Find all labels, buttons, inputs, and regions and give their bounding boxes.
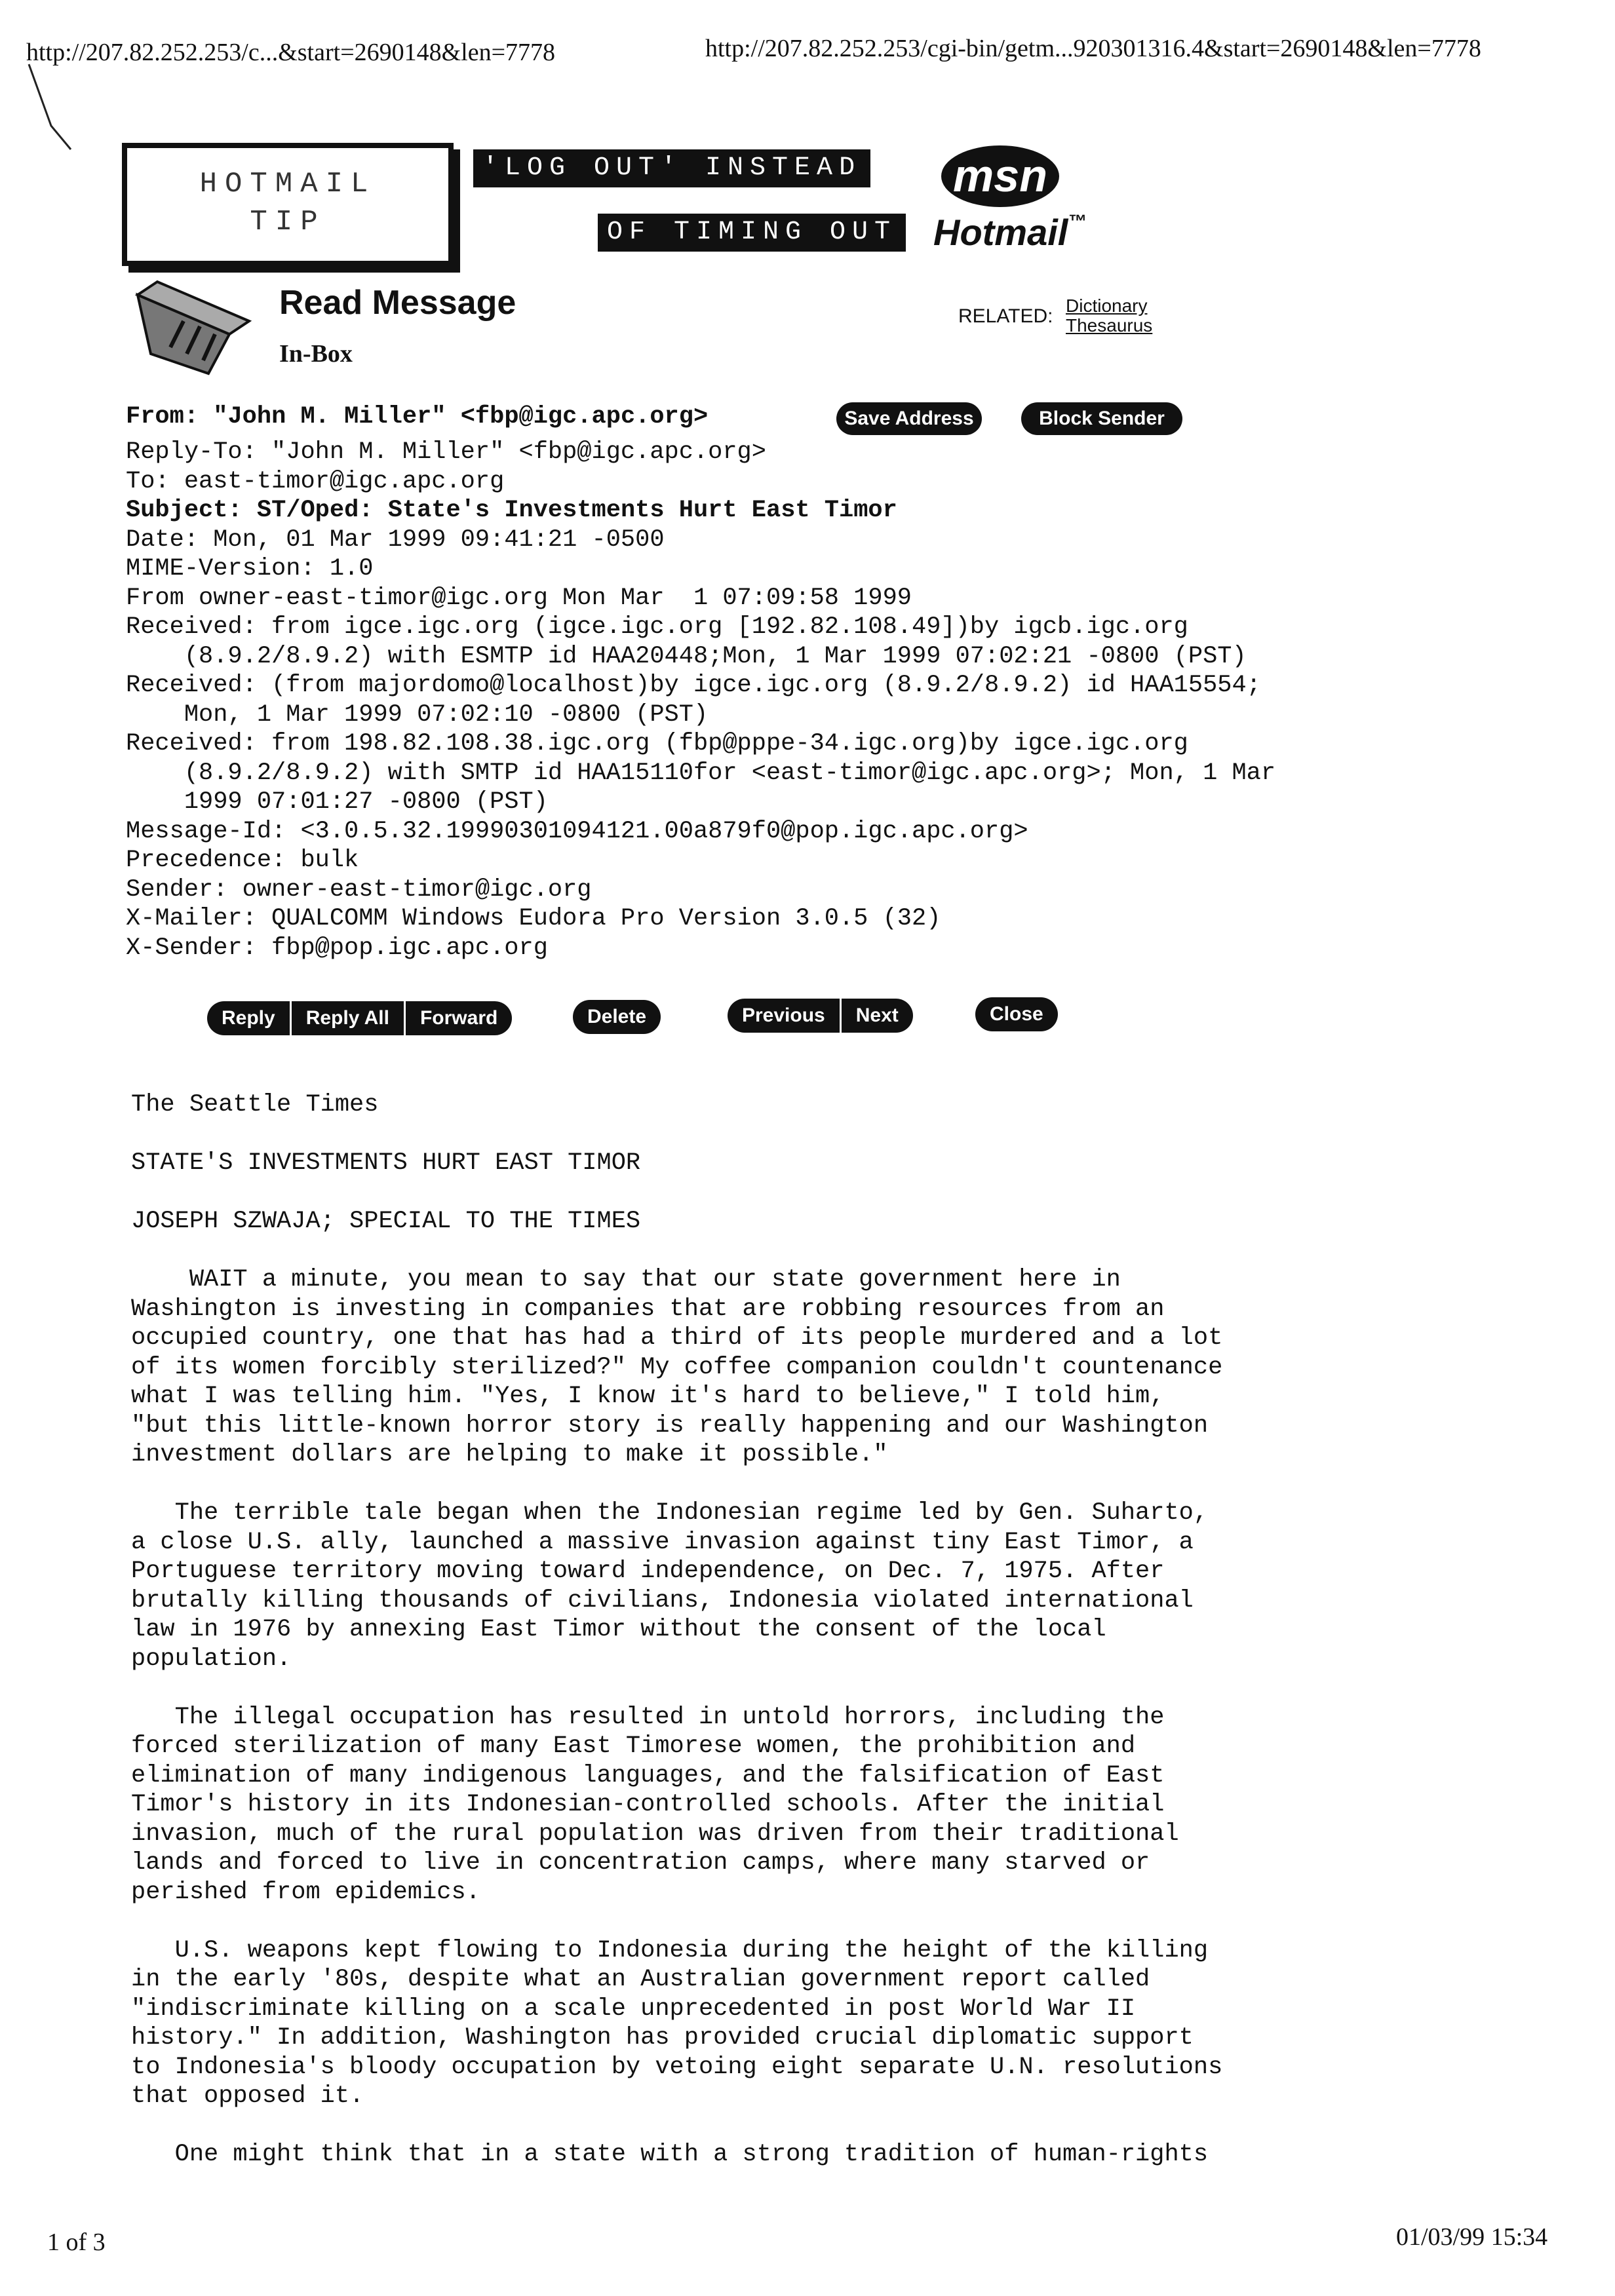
hotmail-brand-name: Hotmail bbox=[933, 212, 1068, 253]
body-line: history." In addition, Washington has provided crucial diplomatic support bbox=[131, 2024, 1194, 2052]
hotmail-tip-box[interactable] bbox=[122, 143, 454, 266]
reply-all-button[interactable]: Reply All bbox=[292, 1001, 406, 1035]
body-line bbox=[131, 1470, 1222, 1499]
body-line bbox=[131, 1236, 1222, 1266]
tip-line-1: HOTMAIL bbox=[199, 168, 376, 201]
block-sender-button[interactable]: Block Sender bbox=[1021, 402, 1182, 435]
subject-line bbox=[126, 496, 1275, 526]
subject-label: Subject: bbox=[126, 497, 243, 524]
thesaurus-link[interactable]: Thesaurus bbox=[1066, 315, 1153, 335]
dictionary-link[interactable]: Dictionary bbox=[1066, 296, 1148, 316]
header-line: X-Mailer: QUALCOMM Windows Eudora Pro Version 3.0.5 (32) bbox=[126, 905, 941, 932]
header-line: MIME-Version: 1.0 bbox=[126, 555, 374, 583]
body-line: law in 1976 by annexing East Timor without the consent of the local bbox=[131, 1616, 1106, 1643]
body-line: The Seattle Times bbox=[131, 1091, 379, 1119]
from-label: From: bbox=[126, 403, 199, 430]
reply-button[interactable]: Reply bbox=[207, 1001, 292, 1035]
header-line: Received: from 198.82.108.38.igc.org (fbp@pppe-34.igc.org)by igce.igc.org bbox=[126, 730, 1188, 757]
mailbox-icon bbox=[131, 275, 256, 380]
body-line: brutally killing thousands of civilians, Indonesia violated international bbox=[131, 1586, 1194, 1615]
body-line: that opposed it. bbox=[131, 2082, 364, 2110]
body-line: to Indonesia's bloody occupation by vetoing eight separate U.N. resolutions bbox=[131, 2053, 1223, 2081]
body-line bbox=[131, 1907, 1222, 1936]
header-line: Date: Mon, 01 Mar 1999 09:41:21 -0500 bbox=[126, 526, 665, 554]
body-line: U.S. weapons kept flowing to Indonesia during the height of the killing bbox=[131, 1936, 1209, 1964]
body-line: invasion, much of the rural population was driven from their traditional bbox=[131, 1820, 1179, 1848]
page-number: 1 of 3 bbox=[47, 2229, 106, 2256]
body-line: One might think that in a state with a strong tradition of human-rights bbox=[131, 2141, 1209, 2168]
logout-tip-line1[interactable]: 'LOG OUT' INSTEAD bbox=[473, 149, 870, 187]
body-line: Timor's history in its Indonesian-controlled schools. After the initial bbox=[131, 1791, 1165, 1818]
header-line: Received: (from majordomo@localhost)by igce.igc.org (8.9.2/8.9.2) id HAA15554; bbox=[126, 672, 1261, 699]
delete-button-group bbox=[573, 1000, 661, 1034]
to-line: To: east-timor@igc.apc.org bbox=[126, 467, 505, 495]
header-line: 1999 07:01:27 -0800 (PST) bbox=[126, 788, 548, 816]
body-line: in the early '80s, despite what an Australian government report called bbox=[131, 1966, 1150, 1993]
body-line bbox=[131, 2111, 1222, 2141]
header-line: Sender: owner-east-timor@igc.org bbox=[126, 875, 592, 904]
header-line: Mon, 1 Mar 1999 07:02:10 -0800 (PST) bbox=[126, 700, 709, 729]
subject-value: ST/Oped: State's Investments Hurt East Timor bbox=[256, 497, 897, 524]
navigation-button-group bbox=[728, 999, 913, 1033]
reply-button-group bbox=[207, 1001, 512, 1035]
header-line: Message-Id: <3.0.5.32.19990301094121.00a879f0@pop.igc.apc.org> bbox=[126, 817, 1028, 845]
close-button[interactable]: Close bbox=[990, 1003, 1043, 1025]
delete-button[interactable]: Delete bbox=[587, 1006, 647, 1027]
from-line bbox=[126, 402, 708, 432]
body-line: Portuguese territory moving toward independence, on Dec. 7, 1975. After bbox=[131, 1558, 1165, 1585]
next-button[interactable]: Next bbox=[855, 1004, 899, 1026]
body-line: of its women forcibly sterilized?" My coffee companion couldn't countenance bbox=[131, 1353, 1223, 1381]
body-line: WAIT a minute, you mean to say that our state government here in bbox=[131, 1266, 1121, 1293]
body-line bbox=[131, 1120, 1222, 1149]
hotmail-trademark: ™ bbox=[1068, 211, 1087, 231]
print-timestamp: 01/03/99 15:34 bbox=[1396, 2223, 1548, 2251]
body-line: lands and forced to live in concentration camps, where many starved or bbox=[131, 1849, 1150, 1877]
tip-line-2: TIP bbox=[250, 206, 326, 239]
related-label: RELATED: bbox=[958, 305, 1053, 327]
msn-logo[interactable]: msn bbox=[941, 145, 1059, 207]
header-line: From owner-east-timor@igc.org Mon Mar 1 07:09:58 1999 bbox=[126, 584, 912, 612]
related-links bbox=[1066, 296, 1152, 335]
body-line: "indiscriminate killing on a scale unprecedented in post World War II bbox=[131, 1995, 1136, 2023]
message-body bbox=[131, 1090, 1222, 2170]
body-line: JOSEPH SZWAJA; SPECIAL TO THE TIMES bbox=[131, 1208, 641, 1235]
body-line: population. bbox=[131, 1645, 292, 1673]
print-url-right: http://207.82.252.253/cgi-bin/getm...920301316.4&start=2690148&len=7778 bbox=[705, 35, 1481, 62]
body-line: "but this little-known horror story is really happening and our Washington bbox=[131, 1411, 1209, 1440]
print-url-left: http://207.82.252.253/c...&start=2690148&len=7778 bbox=[26, 39, 556, 66]
previous-button[interactable]: Previous bbox=[728, 999, 842, 1033]
body-line: The illegal occupation has resulted in untold horrors, including the bbox=[131, 1703, 1165, 1731]
page-title: Read Message bbox=[279, 284, 516, 322]
header-line: Precedence: bulk bbox=[126, 847, 359, 874]
header-block bbox=[126, 438, 1275, 963]
body-line: elimination of many indigenous languages, and the falsification of East bbox=[131, 1761, 1165, 1789]
forward-button[interactable]: Forward bbox=[419, 1007, 498, 1029]
body-line: forced sterilization of many East Timorese women, the prohibition and bbox=[131, 1732, 1136, 1760]
body-line bbox=[131, 1674, 1222, 1703]
hotmail-logo[interactable] bbox=[933, 211, 1086, 254]
body-line: Washington is investing in companies that are robbing resources from an bbox=[131, 1295, 1165, 1323]
body-line: occupied country, one that has had a third of its people murdered and a lot bbox=[131, 1324, 1223, 1352]
body-line: perished from epidemics. bbox=[131, 1878, 480, 1906]
body-line bbox=[131, 1178, 1222, 1208]
save-address-button[interactable]: Save Address bbox=[836, 402, 982, 435]
body-line: STATE'S INVESTMENTS HURT EAST TIMOR bbox=[131, 1149, 641, 1177]
header-line: X-Sender: fbp@pop.igc.apc.org bbox=[126, 934, 548, 962]
header-line: (8.9.2/8.9.2) with SMTP id HAA15110for <east-timor@igc.apc.org>; Mon, 1 Mar bbox=[126, 759, 1276, 787]
header-line: Received: from igce.igc.org (igce.igc.org [192.82.108.49])by igcb.igc.org bbox=[126, 613, 1188, 641]
body-line: a close U.S. ally, launched a massive invasion against tiny East Timor, a bbox=[131, 1528, 1194, 1556]
body-line: investment dollars are helping to make it possible." bbox=[131, 1441, 888, 1468]
header-line: (8.9.2/8.9.2) with ESMTP id HAA20448;Mon, 1 Mar 1999 07:02:21 -0800 (PST) bbox=[126, 642, 1247, 670]
from-value: "John M. Miller" <fbp@igc.apc.org> bbox=[213, 403, 709, 430]
close-button-group bbox=[975, 997, 1058, 1031]
body-line: what I was telling him. "Yes, I know it's hard to believe," I told him, bbox=[131, 1383, 1165, 1410]
reply-to-line: Reply-To: "John M. Miller" <fbp@igc.apc.org> bbox=[126, 438, 766, 466]
scribble-mark bbox=[25, 60, 77, 159]
folder-name: In-Box bbox=[279, 340, 353, 368]
body-line: The terrible tale began when the Indonesian regime led by Gen. Suharto, bbox=[131, 1499, 1209, 1527]
logout-tip-line2[interactable]: OF TIMING OUT bbox=[598, 214, 906, 252]
